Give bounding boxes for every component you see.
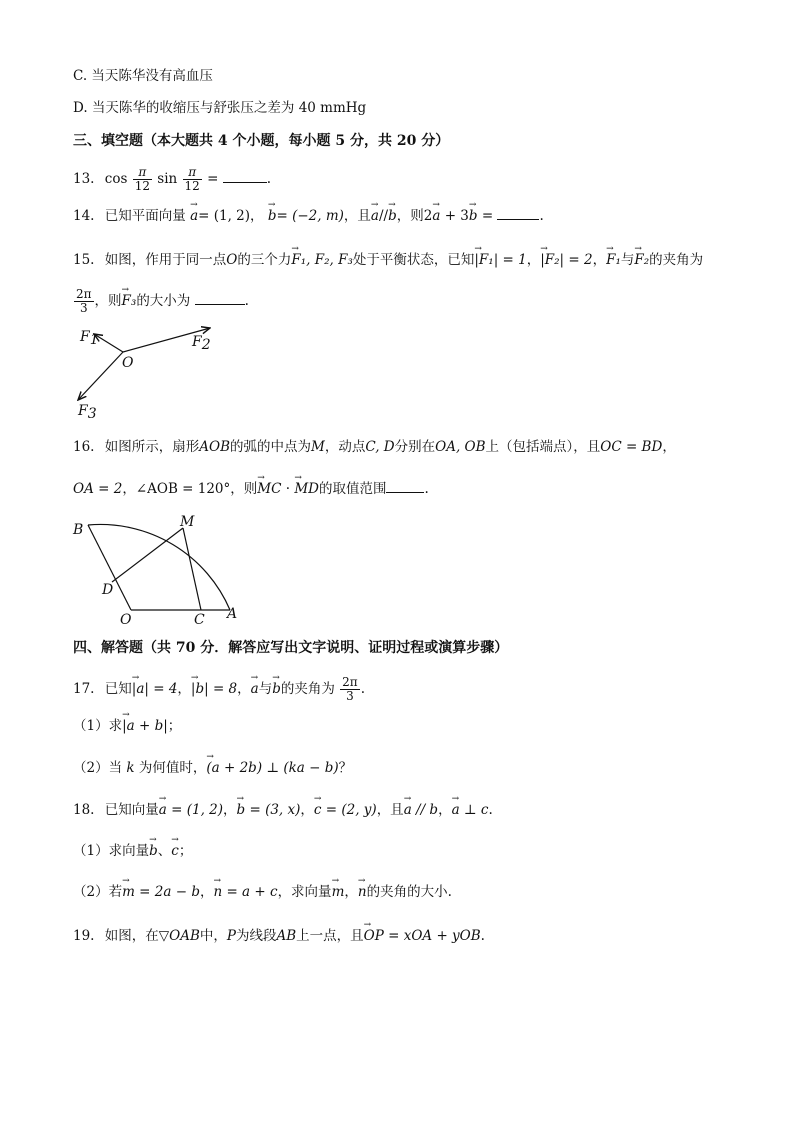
q18-m: → m — [332, 882, 345, 902]
q16-text-3: ，动点 — [324, 439, 366, 455]
q16-text-7: ，则 — [230, 481, 258, 497]
q15-forces: → F₁, F₂, F₃ — [291, 250, 353, 270]
q13-equals: = — [207, 171, 219, 187]
q17-p1-end: ； — [167, 718, 182, 734]
q18-parallel: → a // b — [404, 800, 438, 820]
q16-text-6: ， — [662, 439, 676, 455]
q17-text-3: 的夹角为 — [280, 681, 335, 697]
q17-b-magnitude: → |b| = 8 — [191, 679, 237, 699]
section-4-title: 四、解答题（共 70 分．解答应写出文字说明、证明过程或演算步骤） — [73, 640, 509, 656]
q17-p2-expr: → (a + 2b) ⊥ (ka − b) — [206, 758, 338, 778]
q17-angle-num: 2π — [342, 675, 358, 689]
question-16-line-2 — [73, 479, 429, 499]
q15-number: 15. — [73, 252, 95, 268]
question-15-line-1 — [73, 250, 703, 270]
q16-label-b: B — [73, 522, 84, 538]
q14-vector-b: → b — [268, 206, 277, 226]
q18-sep-3: ， — [438, 802, 452, 818]
q16-label-d: D — [102, 582, 114, 598]
q19-point-p: P — [226, 928, 236, 944]
q14-b-value: = (−2, m) — [276, 208, 344, 224]
q17-k: k — [126, 760, 135, 776]
q18-text-1: 已知向量 — [104, 802, 159, 818]
q14-a-value: = (1, 2) — [198, 208, 251, 224]
q16-end: . — [424, 481, 429, 497]
q18-p2-end: 的夹角的大小. — [366, 884, 452, 900]
q16-number: 16. — [73, 439, 95, 455]
q14-sep-1: ， — [250, 208, 264, 224]
question-13 — [73, 166, 271, 193]
q16-oa-length: OA = 2 — [73, 481, 123, 497]
q18-sep-1: ， — [223, 802, 237, 818]
section-3-title: 三、填空题（本大题共 4 个小题，每小题 5 分，共 20 分） — [73, 133, 450, 149]
q16-text-8: 的取值范围 — [318, 481, 387, 497]
q15-text-4: ， — [592, 252, 607, 268]
q18-vector-b: → b = (3, x) — [237, 800, 301, 820]
q17-vector-a: → a — [251, 679, 259, 699]
question-19 — [73, 926, 485, 946]
q18-sep-4: ， — [199, 884, 214, 900]
question-17 — [73, 676, 365, 703]
q17-end: . — [360, 681, 365, 697]
q18-text-2: ，且 — [376, 802, 404, 818]
q15-text-6: ，则 — [94, 293, 122, 309]
q13-frac-1 — [133, 166, 152, 193]
q15-sep: ， — [526, 252, 541, 268]
q16-label-o: O — [120, 612, 132, 626]
q16-points-cd: C, D — [365, 439, 395, 455]
q18-sep-5: ， — [344, 884, 358, 900]
q14-text-3: ，则 — [396, 208, 424, 224]
question-16-line-1 — [73, 437, 676, 457]
q14-vector-b-3: → b — [469, 206, 478, 226]
q17-part-1 — [73, 716, 181, 736]
q13-answer-blank[interactable] — [223, 170, 267, 183]
q16-text-4: 分别在 — [394, 439, 436, 455]
q17-angle-frac — [340, 676, 360, 703]
q14-expr-2: + 3 — [440, 208, 469, 224]
q17-p1-label: （1）求 — [73, 718, 123, 734]
q13-number: 13. — [73, 171, 95, 187]
q16-vector-md: → MD — [294, 479, 319, 499]
q18-vector-a: → a = (1, 2) — [159, 800, 223, 820]
q16-sector: AOB — [199, 439, 231, 455]
q15-f1-magnitude: → |F₁| = 1 — [474, 250, 526, 270]
q17-vector-b: → b — [272, 679, 281, 699]
q16-label-m: M — [180, 514, 195, 530]
q17-text-2: ， — [237, 681, 251, 697]
q18-vector-n: → n = a + c — [213, 882, 277, 902]
q13-frac-2-num: π — [183, 166, 202, 180]
q16-point-m: M — [311, 439, 325, 455]
q17-number: 17. — [73, 681, 95, 697]
q14-parallel: // — [378, 208, 389, 224]
q16-vector-mc: → MC — [257, 479, 281, 499]
q15-text-2: 的三个力 — [237, 252, 292, 268]
q16-text-5: 上（包括端点），且 — [485, 439, 601, 455]
q14-vector-a-2: → a — [371, 206, 379, 226]
q17-p2-label: （2）当 — [73, 760, 123, 776]
q19-number: 19. — [73, 928, 95, 944]
q13-sin: sin — [157, 171, 178, 187]
q18-p1-label: （1）求向量 — [73, 843, 150, 859]
q18-perpendicular: → a ⊥ c — [452, 800, 489, 820]
q16-label-c: C — [194, 612, 205, 626]
q19-end: . — [480, 928, 485, 944]
q16-segments: OA, OB — [435, 439, 486, 455]
q14-vector-a-3: → a — [432, 206, 440, 226]
q15-angle-num: 2π — [76, 287, 92, 301]
q13-end: . — [266, 171, 272, 187]
q15-end: . — [244, 293, 249, 309]
q13-cos: cos — [104, 171, 128, 187]
q15-angle-frac — [74, 288, 94, 315]
q14-text-2: ，且 — [343, 208, 371, 224]
q18-p1-sep: 、 — [157, 843, 172, 859]
q17-p2-mid: 为何值时， — [138, 760, 207, 776]
q19-expression: → OP = xOA + yOB — [364, 926, 481, 946]
q17-part-2 — [73, 758, 352, 778]
q15-text-7: 的大小为 — [136, 293, 191, 309]
q13-frac-1-num: π — [133, 166, 152, 180]
q15-text-3: 处于平衡状态，已知 — [352, 252, 475, 268]
question-14 — [73, 206, 544, 226]
q14-equals: = — [477, 208, 494, 224]
q16-text-1: 如图所示，扇形 — [104, 439, 200, 455]
q18-p2-mid: ，求向量 — [277, 884, 332, 900]
q17-sep: ， — [177, 681, 191, 697]
q15-f3: → F₃ — [122, 291, 137, 311]
q15-force-figure — [70, 322, 220, 422]
q14-vector-a: → a — [190, 206, 198, 226]
option-c: C. 当天陈华没有高血压 — [73, 68, 213, 84]
question-18 — [73, 800, 493, 820]
q15-f2-magnitude: → |F₂| = 2 — [540, 250, 592, 270]
q17-a-magnitude: → |a| = 4 — [132, 679, 178, 699]
q14-number: 14. — [73, 208, 95, 224]
q17-text-1: 已知 — [104, 681, 132, 697]
q13-frac-2 — [183, 166, 202, 193]
q15-label-f2: F2 — [192, 334, 211, 353]
q16-label-a: A — [227, 606, 238, 622]
q14-answer-blank[interactable] — [497, 207, 539, 220]
q15-f2: → F₂ — [634, 250, 649, 270]
q18-end: . — [488, 802, 493, 818]
q18-p1-c: → c — [171, 841, 179, 861]
q15-label-f1: F1 — [80, 329, 99, 348]
q15-yu: 与 — [620, 252, 635, 268]
q17-p1-expr: → |a + b| — [122, 716, 168, 736]
q15-f3-arrow — [78, 352, 123, 400]
q16-angle: ，∠AOB = 120° — [122, 481, 231, 497]
q13-frac-2-den: 12 — [184, 179, 200, 193]
q18-p1-b: → b — [149, 841, 158, 861]
q15-answer-blank[interactable] — [195, 292, 245, 305]
q18-number: 18. — [73, 802, 95, 818]
q19-text-1: 如图，在 — [104, 928, 159, 944]
q15-text-5: 的夹角为 — [649, 252, 704, 268]
q18-n: → n — [358, 882, 367, 902]
q15-angle-den: 3 — [79, 301, 88, 315]
q18-p1-end: ； — [178, 843, 193, 859]
q14-vector-b-2: → b — [388, 206, 397, 226]
q14-expr-1: 2 — [423, 208, 433, 224]
q16-condition: OC = BD — [600, 439, 663, 455]
q17-p2-end: ？ — [338, 760, 353, 776]
q17-angle-den: 3 — [346, 689, 354, 703]
q18-vector-m: → m = 2a − b — [122, 882, 200, 902]
option-d: D. 当天陈华的收缩压与舒张压之差为 40 mmHg — [73, 100, 367, 116]
q16-sector-figure — [70, 510, 250, 626]
q18-sep-2: ， — [300, 802, 314, 818]
q16-segment-md — [112, 528, 183, 582]
q15-label-f3: F3 — [78, 403, 97, 422]
q15-point-o: O — [226, 252, 238, 268]
q19-text-4: 上一点，且 — [296, 928, 364, 944]
q19-triangle: ▽OAB — [158, 928, 200, 944]
q14-end: . — [539, 208, 544, 224]
q15-f1: → F₁ — [606, 250, 621, 270]
q16-answer-blank[interactable] — [386, 480, 424, 493]
q15-label-o: O — [122, 355, 134, 371]
q18-part-1 — [73, 841, 192, 861]
question-15-line-2 — [73, 288, 249, 315]
q16-segment-mc — [183, 528, 201, 610]
q17-yu: 与 — [258, 681, 273, 697]
q16-text-2: 的弧的中点为 — [230, 439, 312, 455]
q14-text-1: 已知平面向量 — [104, 208, 186, 224]
q18-p2-label: （2）若 — [73, 884, 123, 900]
q18-vector-c: → c = (2, y) — [314, 800, 377, 820]
q16-dot: · — [281, 481, 295, 497]
q19-text-2: 中， — [199, 928, 227, 944]
q19-text-3: 为线段 — [236, 928, 277, 944]
q19-segment-ab: AB — [276, 928, 297, 944]
q18-part-2 — [73, 882, 452, 902]
q13-frac-1-den: 12 — [134, 179, 150, 193]
q15-text-1: 如图，作用于同一点 — [104, 252, 227, 268]
